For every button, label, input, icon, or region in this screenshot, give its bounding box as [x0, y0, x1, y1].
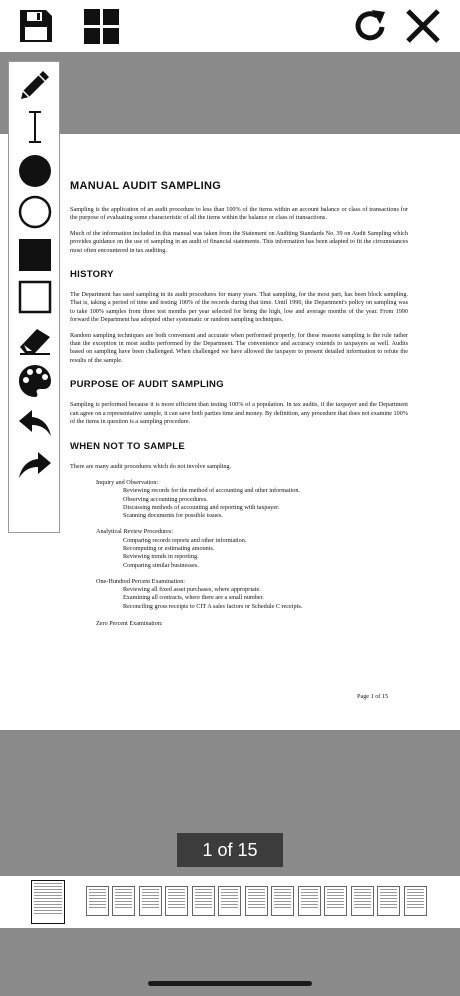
thumbnail-page-13[interactable] [377, 886, 400, 916]
eraser-icon[interactable] [16, 320, 54, 358]
paragraph: Sampling is the application of an audit procedure to less than 100% of the items within an account balance or class of transactions for the purpose of evaluating some characteristic of all the items within the balance or class of transactions. [70, 206, 408, 222]
annotation-toolbar [8, 61, 60, 533]
thumbnail-page-12[interactable] [351, 886, 374, 916]
thumbnail-page-14[interactable] [404, 886, 427, 916]
paragraph: Random sampling techniques are both convenient and accurate when performed properly, for these reasons sampling is the rule rather than the exception in most audits performed by the Department. The convenience and accuracy extends to taxpayers as well. Audits based on sampling have been challenged. When challenged we have allowed the taxpayer to present detailed information to refute the results of the sample. [70, 331, 408, 364]
section-heading-history: HISTORY [70, 269, 114, 281]
circle-outline-icon[interactable] [16, 193, 54, 231]
thumbnail-page-1[interactable] [31, 880, 65, 924]
section-heading-purpose: PURPOSE OF AUDIT SAMPLING [70, 379, 224, 391]
grid-icon[interactable] [81, 6, 121, 46]
list-item: Scanning documents for possible issues. [123, 512, 223, 520]
document-title: MANUAL AUDIT SAMPLING [70, 180, 222, 192]
thumbnail-page-7[interactable] [218, 886, 241, 916]
list-item: Comparing similar businesses. [123, 561, 199, 569]
text-cursor-icon[interactable] [16, 108, 54, 146]
list-item: Discussing methods of accounting and reporting with taxpayer. [123, 503, 280, 511]
list-heading: One-Hundred Percent Examination: [96, 577, 186, 585]
thumbnail-page-8[interactable] [245, 886, 268, 916]
canvas-background [0, 52, 460, 134]
close-icon[interactable] [403, 6, 443, 46]
list-item: Reviewing trends in reporting. [123, 553, 199, 561]
list-heading: Inquiry and Observation: [96, 478, 159, 486]
page-indicator: 1 of 15 [177, 833, 283, 867]
undo-icon[interactable] [16, 404, 54, 442]
section-heading-when-not: WHEN NOT TO SAMPLE [70, 440, 186, 452]
filled-square-icon[interactable] [16, 236, 54, 274]
thumbnail-page-11[interactable] [324, 886, 347, 916]
list-item: Reviewing all fixed asset purchases, where appropriate. [123, 586, 261, 594]
paragraph: Much of the information included in this manual was taken from the Statement on Auditing Standards No. 39 on Audit Sampling which provides guidance on the use of sampling in an audit of financial statements. This information has been adapted to fit the circumstances most often encountered in tax auditing. [70, 229, 408, 254]
thumbnail-page-6[interactable] [192, 886, 215, 916]
thumbnail-strip[interactable] [0, 876, 460, 928]
pencil-icon[interactable] [16, 66, 54, 104]
list-item: Observing accounting procedures. [123, 495, 208, 503]
list-heading: Zero Percent Examination: [96, 620, 163, 628]
paragraph: There are many audit procedures which do not involve sampling. [70, 462, 232, 470]
square-outline-icon[interactable] [16, 278, 54, 316]
thumbnail-page-5[interactable] [165, 886, 188, 916]
paragraph: Sampling is performed because it is more efficient than testing 100% of a population. In tax audits, if the taxpayer and the Department can agree on a representative sample, it can save both parties time and money. By definition, any procedure that does not examine 100% of the items in question is a sampling procedure. [70, 401, 408, 426]
redo-icon[interactable] [16, 446, 54, 484]
list-item: Examining all contracts, where there are a small number. [123, 594, 264, 602]
list-item: Recomputing or estimating amounts. [123, 544, 215, 552]
filled-circle-icon[interactable] [16, 152, 54, 190]
list-item: Comparing records reports and other information. [123, 536, 247, 544]
thumbnail-page-2[interactable] [86, 886, 109, 916]
list-heading: Analytical Review Procedures: [96, 528, 173, 536]
thumbnail-page-10[interactable] [298, 886, 321, 916]
save-icon[interactable] [16, 6, 56, 46]
paragraph: The Department has used sampling in its audit procedures for many years. That sampling, for the most part, has been block sampling. That is, taking a period of time and testing 100% of the records during that time. Until 1990, the Department's policy on sampling was to take 100% samples from three test months per year selected for being the high, low and average months of the year. From 1990 forward the Department has adopted other systematic or random sampling techniques. [70, 291, 408, 324]
list-item: Reconciling gross receipts to CIT A sales factors or Schedule C receipts. [123, 602, 303, 610]
page-number-footer: Page 1 of 15 [357, 693, 389, 700]
document-page [0, 134, 460, 730]
home-indicator[interactable] [148, 981, 312, 986]
list-item: Reviewing records for the method of accounting and other information. [123, 487, 300, 495]
top-toolbar [0, 0, 460, 52]
rotate-icon[interactable] [350, 6, 390, 46]
document-content [70, 180, 408, 628]
thumbnail-page-9[interactable] [271, 886, 294, 916]
palette-icon[interactable] [16, 362, 54, 400]
thumbnail-page-3[interactable] [112, 886, 135, 916]
thumbnail-page-4[interactable] [139, 886, 162, 916]
